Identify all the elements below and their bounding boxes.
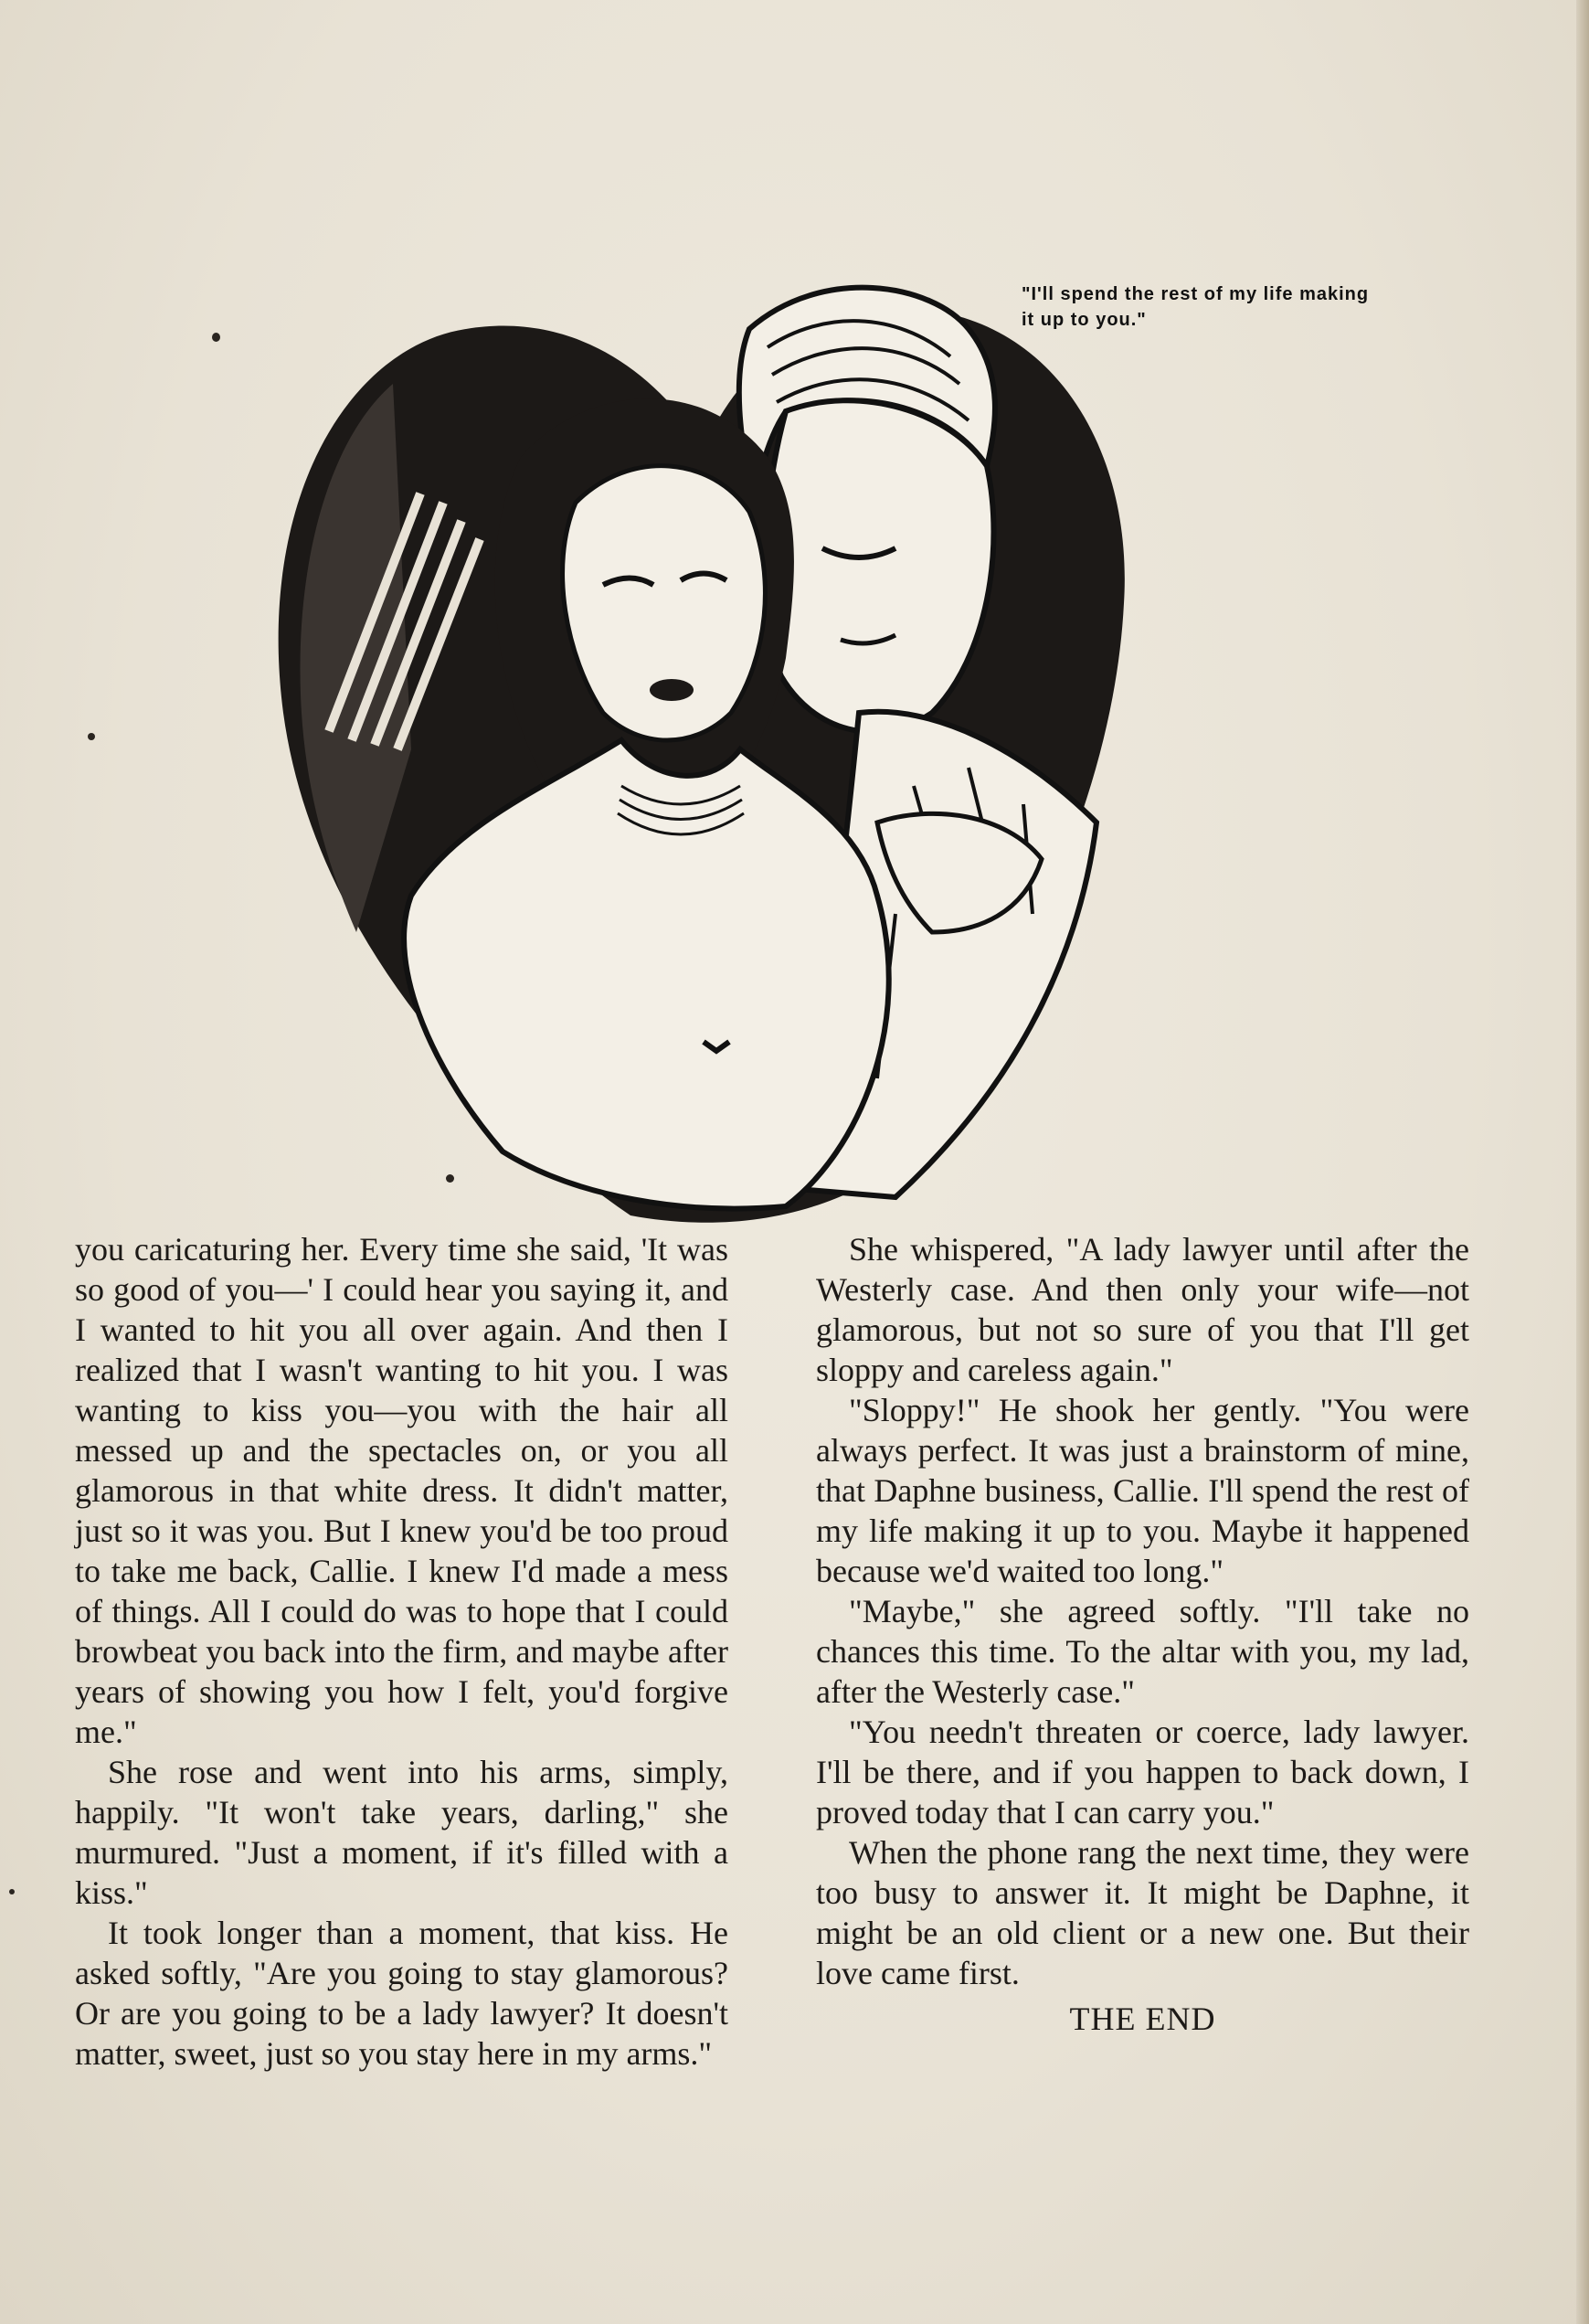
paragraph: When the phone rang the next time, they were too busy to answer it. It might be Daphne, it might be an old client or a new one. But their love came first. [816, 1834, 1469, 1991]
paragraph: you caricaturing her. Every time she said, 'It was so good of you—' I could hear you saying it, and I wanted to hit you all over again. And then I realized that I wasn't wanting to hit you. I was wanting to kiss you—you with the hair all messed up and the spectacles on, or you all glamorous in that white dress. It didn't matter, just so it was you. But I knew you'd be too proud to take me back, Callie. I knew I'd made a mess of things. All I could do was to hope that I could browbeat you back into the firm, and maybe after years of showing you how I felt, you'd forgive me." [75, 1231, 728, 1750]
caption-line: it up to you." [1022, 310, 1147, 330]
paragraph: She whispered, "A lady lawyer until after the Westerly case. And then only your wife—not glamorous, but not so sure of you that I'll get sloppy and careless again." [816, 1231, 1469, 1388]
paragraph: "Sloppy!" He shook her gently. "You were always perfect. It was just a brainstorm of mine, that Daphne business, Callie. I'll spend the rest of my life making it up to you. Maybe it happened because we'd waited too long." [816, 1392, 1469, 1589]
paragraph: "Maybe," she agreed softly. "I'll take no chances this time. To the altar with you, my lad, after the Westerly case." [816, 1593, 1469, 1710]
caption-line: "I'll spend the rest of my life making [1022, 284, 1370, 304]
the-end-label: THE END [1069, 2000, 1216, 2037]
text-column-right [816, 1229, 1469, 2039]
heart-romance-illustration [274, 274, 1261, 1225]
ink-speck [9, 1889, 15, 1894]
page-edge [1576, 0, 1589, 2324]
ink-speck [88, 733, 95, 740]
paragraph: "You needn't threaten or coerce, lady lawyer. I'll be there, and if you happen to back down, I proved today that I can carry you." [816, 1714, 1469, 1831]
paragraph: It took longer than a moment, that kiss. He asked softly, "Are you going to stay glamorous? Or are you going to be a lady lawyer? It doesn't matter, sweet, just so you stay here in my arms." [75, 1915, 728, 2072]
ink-speck [212, 333, 220, 342]
paragraph: She rose and went into his arms, simply, happily. "It won't take years, darling," she murmured. "Just a moment, if it's filled with a kiss." [75, 1754, 728, 1911]
text-column-left [75, 1229, 728, 2074]
